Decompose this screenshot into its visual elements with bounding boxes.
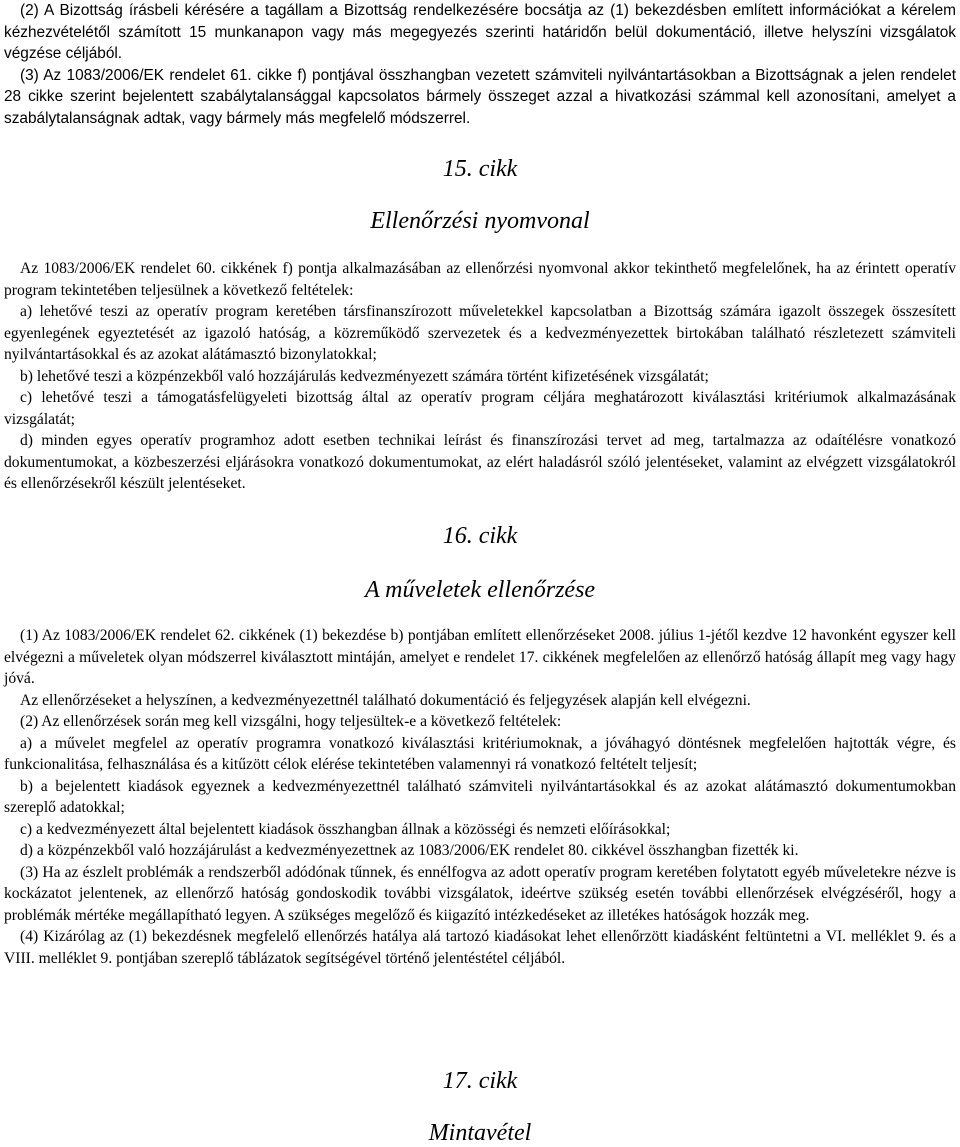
article-15-point-a: a) lehetővé teszi az operatív program keretében társfinanszírozott műveletekkel kapcsolatban a Bizottság számára igazolt összegek összesített egyenlegének egyeztetését az igazoló hatóság, a közreműködő szervezetek és a kedvezményezettek birtokában található részletezett számviteli nyilvántartásokkal és az azokat alátámasztó bizonylatokkal; [4,303,956,363]
article-14-paragraph-2: (2) A Bizottság írásbeli kérésére a tagállam a Bizottság rendelkezésére bocsátja az (1) bekezdésben említett információkat a kérelem kézhezvételétől számított 15 munkanapon vagy más megegyezés szerinti határidőn belül dokumentáció, illetve helyszíni vizsgálatok végzése céljából. [4,2,956,62]
article-15-point-b: b) lehetővé teszi a közpénzekből való hozzájárulás kedvezményezett számára történt kifizetésének vizsgálatát; [20,367,709,385]
article-16-point-d: d) a közpénzekből való hozzájárulást a kedvezményezettnek az 1083/2006/EK rendelet 80. cikkével összhangban fizették ki. [20,842,799,859]
article-16-number: 16. cikk [442,523,518,549]
article-15-body [4,258,956,495]
article-15-title: Ellenőrzési nyomvonal [370,208,590,234]
article-16-paragraph-4: (4) Kizárólag az (1) bekezdésnek megfelelő ellenőrzés hatálya alá tartozó kiadásokat lehet ellenőrzött kiadásként feltüntetni a VI. melléklet 9. és a VIII. melléklet 9. pontjában szereplő táblázatok segítségével történő jelentéstétel céljából. [4,928,956,967]
article-17-title: Mintavétel [428,1120,532,1146]
article-17-number: 17. cikk [442,1068,518,1094]
article-16-point-b: b) a bejelentett kiadások egyeznek a kedvezményezettnél található számviteli nyilvántartásokkal és az azokat alátámasztó dokumentumokban szereplő adatokkal; [4,777,956,816]
article-16-paragraph-3: (3) Ha az észlelt problémák a rendszerből adódónak tűnnek, és ennélfogva az adott operatív program keretében folytatott egyéb műveletekre nézve is kockázatot jelentenek, az ellenőrző hatóság gondoskodik további vizsgálatok, ideértve szükség esetén további ellenőrzések elvégzéséről, hogy a problémák mértéke megállapítható legyen. A szükséges megelőző és kiigazító intézkedéseket az illetékes hatóságok hozzák meg. [4,863,956,924]
article-16-paragraph-1b: Az ellenőrzéseket a helyszínen, a kedvezményezettnél található dokumentáció és feljegyzések alapján kell elvégezni. [20,691,751,709]
article-16-body [4,625,956,969]
article-15-point-d: d) minden egyes operatív programhoz adott esetben technikai leírást és finanszírozási tervet ad meg, tartalmazza az odaítélésre vonatkozó dokumentumokat, a közbeszerzési eljárásokra vonatkozó dokumentumokat, az elért haladásról szóló jelentéseket, valamint az elvégzett vizsgálatokról és ellenőrzésekről készült jelentéseket. [4,432,956,492]
article-15-intro: Az 1083/2006/EK rendelet 60. cikkének f) pontja alkalmazásában az ellenőrzési nyomvonal akkor tekinthető megfelelőnek, ha az érintett operatív program tekintetében teljesülnek a következő feltételek: [4,260,956,299]
article-16-paragraph-2: (2) Az ellenőrzések során meg kell vizsgálni, hogy teljesültek-e a következő feltételek: [20,713,562,730]
article-15-point-c: c) lehetővé teszi a támogatásfelügyeleti bizottság által az operatív program céljára meghatározott kiválasztási kritériumok alkalmazásának vizsgálatát; [4,389,956,428]
article-14-continuation [4,0,956,129]
article-16-title: A műveletek ellenőrzése [364,577,596,603]
article-16-point-c: c) a kedvezményezett által bejelentett kiadások összhangban állnak a közösségi és nemzeti előírásokkal; [20,820,671,838]
article-16-point-a: a) a művelet megfelel az operatív programra vonatkozó kiválasztási kritériumoknak, a jóváhagyó döntésnek megfelelően hajtották végre, és funkcionalitása, felhasználása és a kitűzött célok elérése tekintetében valamennyi rá vonatkozó feltételt teljesít; [4,734,956,773]
article-16-paragraph-1: (1) Az 1083/2006/EK rendelet 62. cikkének (1) bekezdése b) pontjában említett ellenőrzéseket 2008. július 1-jétől kezdve 12 havonként egyszer kell elvégezni a műveletek olyan módszerrel kiválasztott mintáján, amelyet e rendelet 17. cikkének megfelelően az ellenőrző hatóság állapít meg vagy hagy jóvá. [4,627,956,687]
article-15-number: 15. cikk [442,156,518,182]
article-14-paragraph-3: (3) Az 1083/2006/EK rendelet 61. cikke f) pontjával összhangban vezetett számviteli nyilvántartásokban a Bizottságnak a jelen rendelet 28 cikke szerint bejelentett szabálytalansággal kapcsolatos bármely összeget azzal a hivatkozási számmal kell azonosítani, amelyet a szabálytalanságnak adtak, vagy bármely más megfelelő módszerrel. [4,66,956,127]
